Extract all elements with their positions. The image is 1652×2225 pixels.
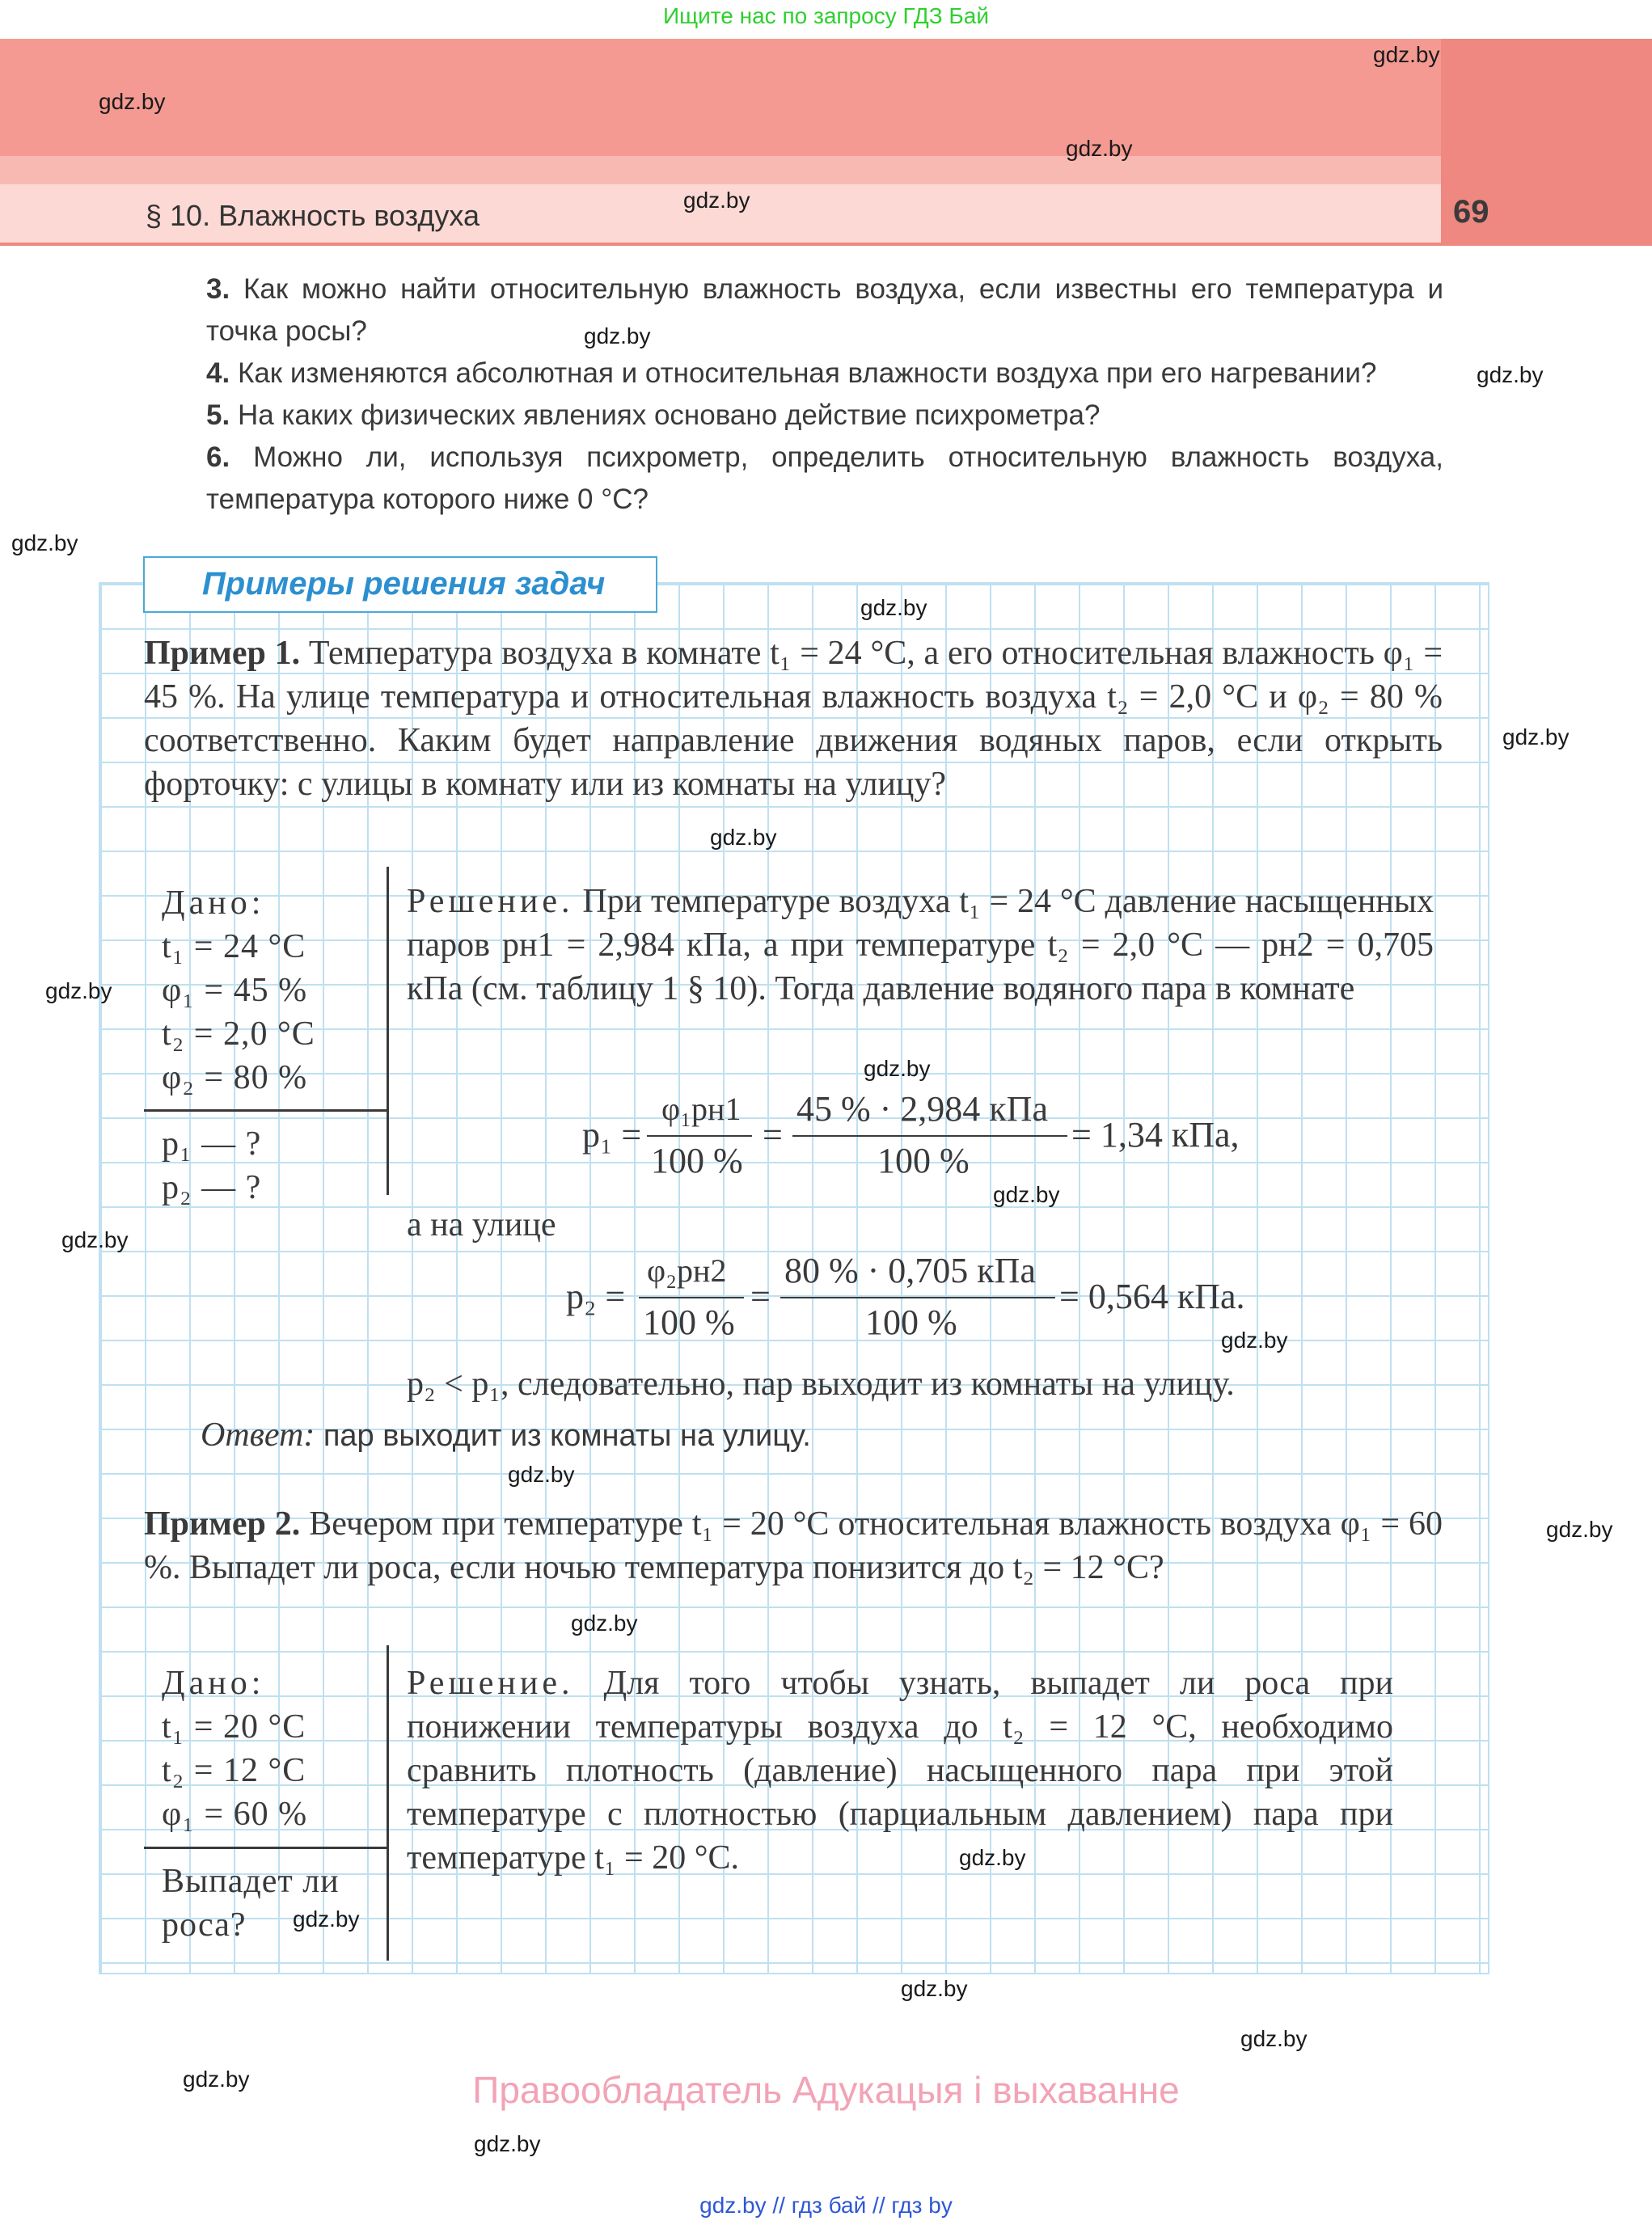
answer-label: Ответ: (201, 1416, 315, 1454)
question-6 (206, 437, 1443, 521)
given-item: t₁ = 24 °С (162, 928, 306, 965)
given-item: φ₁ = 45 % (162, 972, 308, 1009)
example-1-text: Температура воздуха в комнате t₁ = 24 °С, а его относительная влажность φ₁ = 45 %. На улице температура и относительная влажность воздуха t₂ = 2,0 °С и φ₂ = 80 % соответственно. Каким будет направление движения водяных паров, если открыть форточку: с улицы в комнату или из комнаты на улицу? (144, 635, 1443, 803)
watermark: gdz.by (993, 1182, 1060, 1207)
formula-2-lhs: p₂ = (566, 1277, 626, 1316)
formula-2-num1: φ₂pн2 (647, 1252, 727, 1289)
formula-2-bar1 (639, 1297, 744, 1298)
question-number: 5. (206, 399, 230, 431)
watermark: gdz.by (61, 1227, 129, 1252)
watermark: gdz.by (959, 1845, 1026, 1870)
find-item: p₂ — ? (162, 1169, 262, 1206)
find-item: роса? (162, 1906, 247, 1944)
formula-1-num2: 45 % · 2,984 кПа (796, 1089, 1048, 1129)
formula-2-den1: 100 % (643, 1302, 735, 1342)
formula-1-result: = 1,34 кПа, (1071, 1115, 1240, 1155)
example-1-given (162, 881, 315, 1100)
formula-1-den2: 100 % (877, 1141, 970, 1180)
example-1-solution (407, 880, 1434, 1011)
formula-1-bar1 (647, 1135, 752, 1137)
watermark: gdz.by (1066, 136, 1133, 161)
watermark: gdz.by (683, 188, 750, 213)
watermark: gdz.by (293, 1906, 360, 1932)
formula-1-num1: φ₁pн1 (661, 1091, 741, 1127)
formula-1-lhs: p₁ = (582, 1115, 642, 1155)
question-text: Как можно найти относительную влажность воздуха, если известны его температура и точка росы? (206, 273, 1443, 347)
example-1-answer (201, 1413, 811, 1458)
example-1-label: Пример 1. (144, 635, 301, 672)
example-2-label: Пример 2. (144, 1505, 301, 1543)
answer-text: пар выходит из комнаты на улицу. (323, 1419, 811, 1453)
given-item: φ₁ = 60 % (162, 1796, 308, 1833)
given-divider (144, 1109, 388, 1112)
given-vertical-divider (387, 1645, 389, 1961)
formula-2-num2: 80 % · 0,705 кПа (784, 1251, 1036, 1290)
given-item: t₂ = 2,0 °С (162, 1015, 315, 1053)
watermark: gdz.by (11, 530, 78, 555)
watermark: gdz.by (584, 323, 651, 348)
given-label: Дано: (162, 1665, 265, 1702)
watermark: gdz.by (571, 1611, 638, 1636)
page-number: 69 (1453, 194, 1489, 230)
find-item: Выпадет ли (162, 1863, 340, 1900)
watermark: gdz.by (45, 978, 112, 1003)
solution-label: Решение. (407, 883, 574, 920)
given-item: φ₂ = 80 % (162, 1059, 308, 1096)
example-1-mid-text: а на улице (407, 1206, 556, 1243)
watermark: gdz.by (1221, 1328, 1288, 1353)
example-2-solution (407, 1661, 1393, 1880)
formula-2-bar2 (780, 1297, 1055, 1298)
question-4 (206, 353, 1443, 395)
example-2-text: Вечером при температуре t₁ = 20 °С относительная влажность воздуха φ₁ = 60 %. Выпадет ли роса, если ночью температура понизится до t₂ = 12 °С? (144, 1505, 1443, 1586)
header-band-dark (0, 39, 1441, 156)
section-tag: Примеры решения задач (202, 566, 606, 602)
example-1-find (162, 1122, 261, 1210)
watermark: gdz.by (183, 2067, 250, 2092)
formula-2-result: = 0,564 кПа. (1059, 1277, 1245, 1316)
header-band-mid (0, 156, 1441, 184)
given-divider (144, 1847, 388, 1849)
question-text: Можно ли, используя психрометр, определить относительную влажность воздуха, температура которого ниже 0 °С? (206, 441, 1443, 515)
question-number: 4. (206, 357, 230, 389)
watermark: gdz.by (99, 89, 166, 114)
bottom-links[interactable]: gdz.by // гдз бай // гдз by (699, 2193, 953, 2218)
watermark: gdz.by (860, 595, 927, 620)
formula-2-eq: = (750, 1277, 771, 1316)
given-label: Дано: (162, 885, 265, 922)
example-1-statement (144, 631, 1443, 806)
example-1-conclusion: p₂ < p₁, следовательно, пар выходит из комнаты на улицу. (407, 1366, 1235, 1403)
top-note: Ищите нас по запросу ГДЗ Бай (662, 3, 990, 28)
question-number: 6. (206, 441, 230, 473)
header-divider (0, 243, 1652, 246)
given-item: t₂ = 12 °С (162, 1752, 306, 1789)
copyright-footer: Правообладатель Адукацыя і выхаванне (472, 2069, 1180, 2111)
watermark: gdz.by (901, 1976, 968, 2001)
solution-text: При температуре воздуха t₁ = 24 °С давление насыщенных паров pн1 = 2,984 кПа, а при температуре t₂ = 2,0 °С — pн2 = 0,705 кПа (см. таблицу 1 § 10). Тогда давление водяного пара в комнате (407, 883, 1434, 1007)
formula-1-bar2 (792, 1135, 1067, 1137)
question-3 (206, 268, 1443, 353)
watermark: gdz.by (864, 1056, 931, 1081)
question-text: На каких физических явлениях основано действие психрометра? (237, 399, 1101, 431)
question-5 (206, 395, 1443, 437)
solution-label: Решение. (407, 1665, 574, 1702)
watermark: gdz.by (1546, 1517, 1613, 1542)
watermark: gdz.by (1240, 2026, 1308, 2051)
example-2-find (162, 1860, 340, 1947)
watermark: gdz.by (1477, 362, 1544, 387)
given-vertical-divider (387, 867, 389, 1195)
example-2-given (162, 1661, 307, 1836)
watermark: gdz.by (710, 825, 777, 850)
watermark: gdz.by (1373, 42, 1440, 67)
formula-2-den2: 100 % (865, 1302, 957, 1342)
watermark: gdz.by (508, 1462, 575, 1487)
solution-text: Для того чтобы узнать, выпадет ли роса при понижении температуры воздуха до t₂ = 12 °С, необходимо сравнить плотность (давление) насыщенного пара при этой температуре с плотностью (парциальным давлением) пара при температуре t₁ = 20 °С. (407, 1665, 1393, 1877)
formula-1-den1: 100 % (651, 1141, 743, 1180)
question-number: 3. (206, 273, 230, 305)
section-title: § 10. Влажность воздуха (146, 199, 480, 232)
question-text: Как изменяются абсолютная и относительная влажности воздуха при его нагревании? (237, 357, 1377, 389)
example-2-statement (144, 1502, 1443, 1590)
find-item: p₁ — ? (162, 1125, 262, 1163)
watermark: gdz.by (1502, 724, 1570, 749)
watermark: gdz.by (474, 2131, 541, 2156)
formula-1-eq: = (763, 1115, 783, 1155)
given-item: t₁ = 20 °С (162, 1708, 306, 1746)
